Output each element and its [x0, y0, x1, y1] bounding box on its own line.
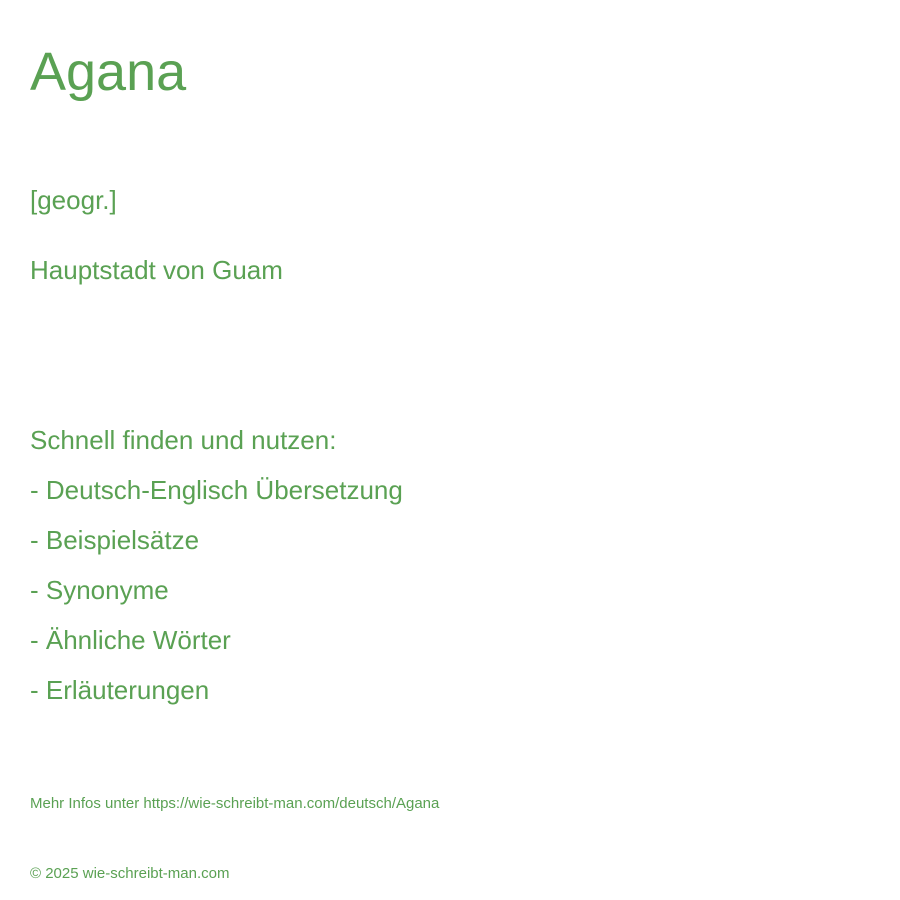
feature-item-explanations: - Erläuterungen	[30, 675, 210, 705]
page-title: Agana	[30, 42, 187, 102]
definition-text: Hauptstadt von Guam	[30, 255, 283, 285]
feature-item-synonyms: - Synonyme	[30, 575, 169, 605]
feature-item-example-sentences: - Beispielsätze	[30, 525, 200, 555]
feature-item-translation: - Deutsch-Englisch Übersetzung	[30, 475, 403, 505]
more-info-text: Mehr Infos unter https://wie-schreibt-man.com/deutsch/Agana	[30, 795, 440, 812]
quick-features-list	[30, 474, 403, 724]
category-tag: [geogr.]	[30, 185, 117, 215]
footer-copyright: © 2025 wie-schreibt-man.com	[30, 865, 230, 882]
quick-features-heading: Schnell finden und nutzen:	[30, 425, 337, 455]
feature-item-similar-words: - Ähnliche Wörter	[30, 625, 231, 655]
